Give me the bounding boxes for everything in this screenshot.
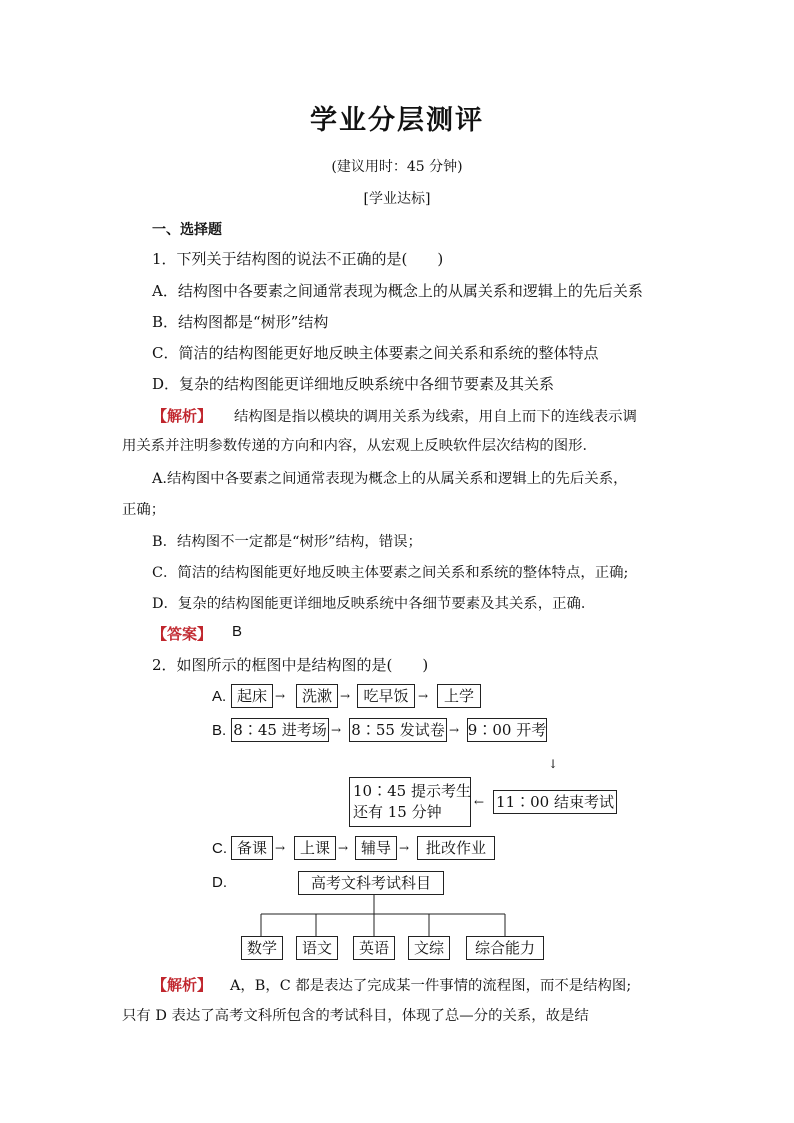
q2-analysis-tag: 【解析】 xyxy=(152,976,213,994)
tree-child-box: 数学 xyxy=(241,936,283,960)
right-arrow-icon: → xyxy=(449,723,460,737)
flow-box: 起床 xyxy=(231,684,273,708)
q1-answer-tag: 【答案】 xyxy=(152,625,213,643)
figure-option-d-label: D. xyxy=(212,874,227,891)
suggested-time: (建议用时：45 分钟) xyxy=(331,159,463,175)
part-label: 一、选择题 xyxy=(152,222,222,238)
right-arrow-icon: → xyxy=(275,689,286,703)
tree-child-box: 文综 xyxy=(408,936,450,960)
flow-box: 上课 xyxy=(294,836,336,860)
right-arrow-icon: → xyxy=(338,841,349,855)
reminder-line: 还有 15 分钟 xyxy=(353,803,442,821)
left-arrow-icon: ← xyxy=(474,795,485,809)
q1-analysis-line: 用关系并注明参数传递的方向和内容，从宏观上反映软件层次结构的图形． xyxy=(122,438,597,454)
flow-box: 批改作业 xyxy=(417,836,495,860)
tree-child-box: 英语 xyxy=(353,936,395,960)
q1-analysis-line: 正确； xyxy=(122,502,166,518)
right-arrow-icon: → xyxy=(340,689,351,703)
figure-option-a-label: A. xyxy=(212,688,227,705)
flow-box: 吃早饭 xyxy=(357,684,415,708)
figure-option-b-label: B. xyxy=(212,722,227,739)
flow-box: 上学 xyxy=(437,684,481,708)
tree-child-box: 综合能力 xyxy=(466,936,544,960)
q1-option-b: B．结构图都是“树形”结构 xyxy=(152,313,329,331)
q1-option-d: D．复杂的结构图能更详细地反映系统中各细节要素及其关系 xyxy=(152,375,555,393)
flow-box: 9∶00 开考 xyxy=(467,718,547,742)
q1-option-a: A．结构图中各要素之间通常表现为概念上的从属关系和逻辑上的先后关系 xyxy=(152,282,643,300)
q2-stem: 2．如图所示的框图中是结构图的是( ) xyxy=(152,656,429,674)
right-arrow-icon: → xyxy=(331,723,342,737)
q1-analysis-line: B．结构图不一定都是“树形”结构，错误； xyxy=(152,534,422,550)
flow-box: 辅导 xyxy=(355,836,397,860)
page-title: 学业分层测评 xyxy=(310,105,484,136)
flow-box: 备课 xyxy=(231,836,273,860)
q2-analysis-line: 只有 D 表达了高考文科所包含的考试科目，体现了总—分的关系，故是结 xyxy=(122,1008,589,1024)
q1-stem: 1．下列关于结构图的说法不正确的是( ) xyxy=(152,250,444,268)
q2-analysis-line: A，B，C 都是表达了完成某一件事情的流程图，而不是结构图; xyxy=(230,978,632,994)
right-arrow-icon: → xyxy=(418,689,429,703)
right-arrow-icon: → xyxy=(275,841,286,855)
reminder-line: 10∶45 提示考生 xyxy=(353,782,471,800)
flow-box: 洗漱 xyxy=(296,684,338,708)
flow-box: 8∶45 进考场 xyxy=(231,718,329,742)
flow-box: 8∶55 发试卷 xyxy=(349,718,447,742)
q1-analysis-line: A.结构图中各要素之间通常表现为概念上的从属关系和逻辑上的先后关系， xyxy=(152,471,628,487)
section-tag: [学业达标] xyxy=(363,191,431,207)
down-arrow-icon: ↓ xyxy=(548,757,559,771)
q1-analysis-tag: 【解析】 xyxy=(152,407,213,425)
q1-answer: B xyxy=(232,623,243,640)
tree-child-box: 语文 xyxy=(296,936,338,960)
q1-option-c: C．简洁的结构图能更好地反映主体要素之间关系和系统的整体特点 xyxy=(152,344,599,362)
q1-analysis-line: C．简洁的结构图能更好地反映主体要素之间关系和系统的整体特点，正确; xyxy=(152,565,629,581)
figure-option-c-label: C. xyxy=(212,840,227,857)
q1-analysis-line: D．复杂的结构图能更详细地反映系统中各细节要素及其关系，正确． xyxy=(152,596,596,612)
q1-analysis-line: 结构图是指以模块的调用关系为线索，用自上而下的连线表示调 xyxy=(234,409,637,425)
right-arrow-icon: → xyxy=(399,841,410,855)
flow-box: 11∶00 结束考试 xyxy=(493,790,617,814)
tree-root-box: 高考文科考试科目 xyxy=(298,871,444,895)
